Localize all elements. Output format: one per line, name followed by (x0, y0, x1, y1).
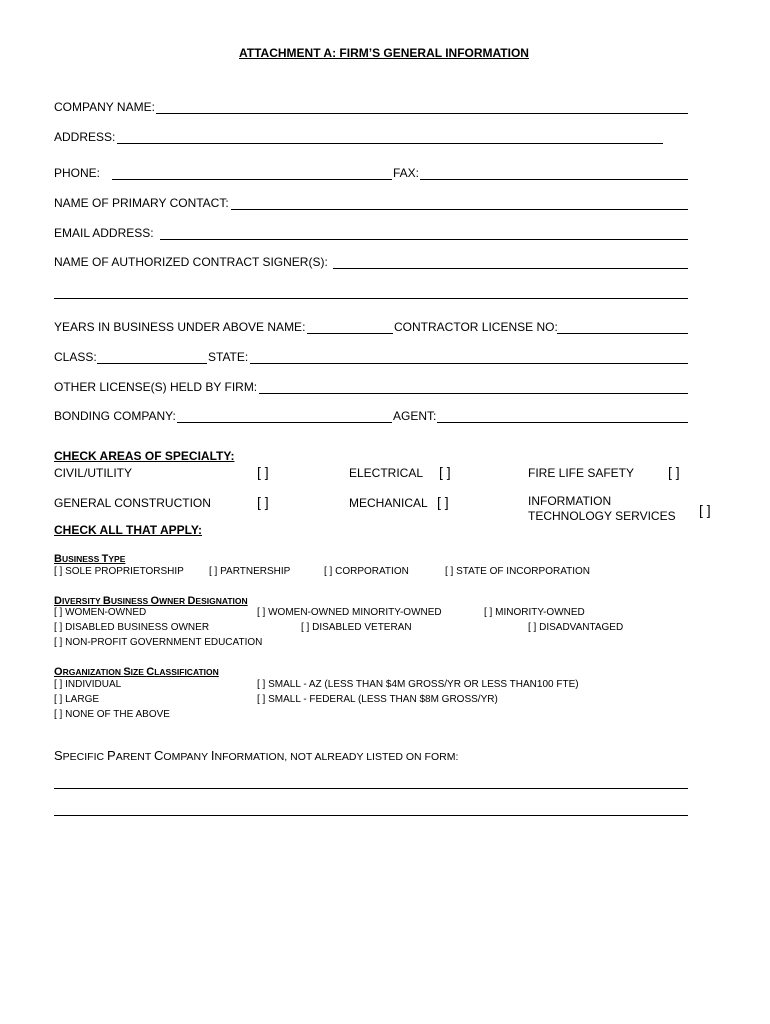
primary-contact-field[interactable] (231, 209, 688, 210)
business-type-sole[interactable]: [ ] SOLE PROPRIETORSHIP (54, 566, 184, 577)
authorized-signer-label: NAME OF AUTHORIZED CONTRACT SIGNER(S): (54, 255, 328, 269)
contractor-license-field[interactable] (557, 333, 688, 334)
class-field[interactable] (97, 363, 207, 364)
years-in-business-field[interactable] (307, 333, 393, 334)
specialty-civil-label: CIVIL/UTILITY (54, 466, 133, 480)
bonding-company-field[interactable] (177, 422, 392, 423)
bonding-company-label: BONDING COMPANY: (54, 409, 176, 423)
diversity-disabled-veteran[interactable]: [ ] DISABLED VETERAN (301, 622, 412, 633)
email-label: EMAIL ADDRESS: (54, 226, 154, 240)
diversity-nonprofit[interactable]: [ ] NON-PROFIT GOVERNMENT EDUCATION (54, 637, 263, 648)
business-type-corporation[interactable]: [ ] CORPORATION (324, 566, 409, 577)
parent-company-field-2[interactable] (54, 815, 688, 816)
diversity-women-minority-owned[interactable]: [ ] WOMEN-OWNED MINORITY-OWNED (257, 607, 442, 618)
org-size-heading: ORGANIZATION SIZE CLASSIFICATION (54, 666, 219, 678)
specialty-fire-label: FIRE LIFE SAFETY (528, 466, 635, 480)
diversity-disabled-owner[interactable]: [ ] DISABLED BUSINESS OWNER (54, 622, 210, 633)
company-name-field[interactable] (156, 113, 688, 114)
business-type-partnership[interactable]: [ ] PARTNERSHIP (209, 566, 291, 577)
diversity-minority-owned[interactable]: [ ] MINORITY-OWNED (484, 607, 585, 618)
company-name-label: COMPANY NAME: (54, 100, 155, 114)
specialty-civil-checkbox[interactable]: [ ] (257, 464, 269, 480)
specialty-mechanical-checkbox[interactable]: [ ] (437, 494, 449, 510)
phone-label: PHONE: (54, 166, 101, 180)
org-size-large[interactable]: [ ] LARGE (54, 694, 100, 705)
authorized-signer-field[interactable] (333, 268, 688, 269)
specialty-mechanical-label: MECHANICAL (349, 496, 428, 510)
business-type-state-incorporation[interactable]: [ ] STATE OF INCORPORATION (445, 566, 591, 577)
email-field[interactable] (160, 239, 688, 240)
specialty-general-label: GENERAL CONSTRUCTION (54, 496, 211, 510)
org-size-individual[interactable]: [ ] INDIVIDUAL (54, 679, 122, 690)
specialty-it-label-1: INFORMATION (528, 494, 612, 508)
phone-field[interactable] (112, 179, 392, 180)
agent-label: AGENT: (393, 409, 437, 423)
specialty-heading: CHECK AREAS OF SPECIALTY: (54, 449, 235, 463)
specialty-it-checkbox[interactable]: [ ] (699, 502, 711, 518)
contractor-license-label: CONTRACTOR LICENSE NO: (394, 320, 558, 334)
check-all-heading: CHECK ALL THAT APPLY: (54, 523, 203, 537)
specialty-it-label-2: TECHNOLOGY SERVICES (528, 509, 676, 523)
state-label: STATE: (208, 350, 249, 364)
specialty-general-checkbox[interactable]: [ ] (257, 494, 269, 510)
authorized-signer-field-2[interactable] (54, 298, 688, 299)
other-licenses-label: OTHER LICENSE(S) HELD BY FIRM: (54, 380, 258, 394)
diversity-women-owned[interactable]: [ ] WOMEN-OWNED (54, 607, 147, 618)
primary-contact-label: NAME OF PRIMARY CONTACT: (54, 196, 229, 210)
parent-company-heading: SPECIFIC PARENT COMPANY INFORMATION, NOT ALREADY LISTED ON FORM: (54, 748, 459, 763)
specialty-fire-checkbox[interactable]: [ ] (668, 464, 680, 480)
class-label: CLASS: (54, 350, 97, 364)
diversity-heading: DIVERSITY BUSINESS OWNER DESIGNATION (54, 595, 248, 607)
fax-label: FAX: (393, 166, 420, 180)
address-field[interactable] (117, 143, 663, 144)
specialty-electrical-label: ELECTRICAL (349, 466, 424, 480)
org-size-small-az[interactable]: [ ] SMALL - AZ (LESS THAN $4M GROSS/YR OR LESS THAN100 FTE) (257, 679, 579, 690)
diversity-disadvantaged[interactable]: [ ] DISADVANTAGED (528, 622, 624, 633)
specialty-electrical-checkbox[interactable]: [ ] (439, 464, 451, 480)
page-title: ATTACHMENT A: FIRM’S GENERAL INFORMATION (239, 46, 529, 60)
years-in-business-label: YEARS IN BUSINESS UNDER ABOVE NAME: (54, 320, 306, 334)
org-size-small-federal[interactable]: [ ] SMALL - FEDERAL (LESS THAN $8M GROSS/YR) (257, 694, 498, 705)
fax-field[interactable] (420, 179, 688, 180)
org-size-none[interactable]: [ ] NONE OF THE ABOVE (54, 709, 170, 720)
other-licenses-field[interactable] (259, 393, 688, 394)
address-label: ADDRESS: (54, 130, 116, 144)
state-field[interactable] (250, 363, 688, 364)
business-type-heading: BUSINESS TYPE (54, 553, 126, 565)
parent-company-field-1[interactable] (54, 788, 688, 789)
agent-field[interactable] (437, 422, 688, 423)
